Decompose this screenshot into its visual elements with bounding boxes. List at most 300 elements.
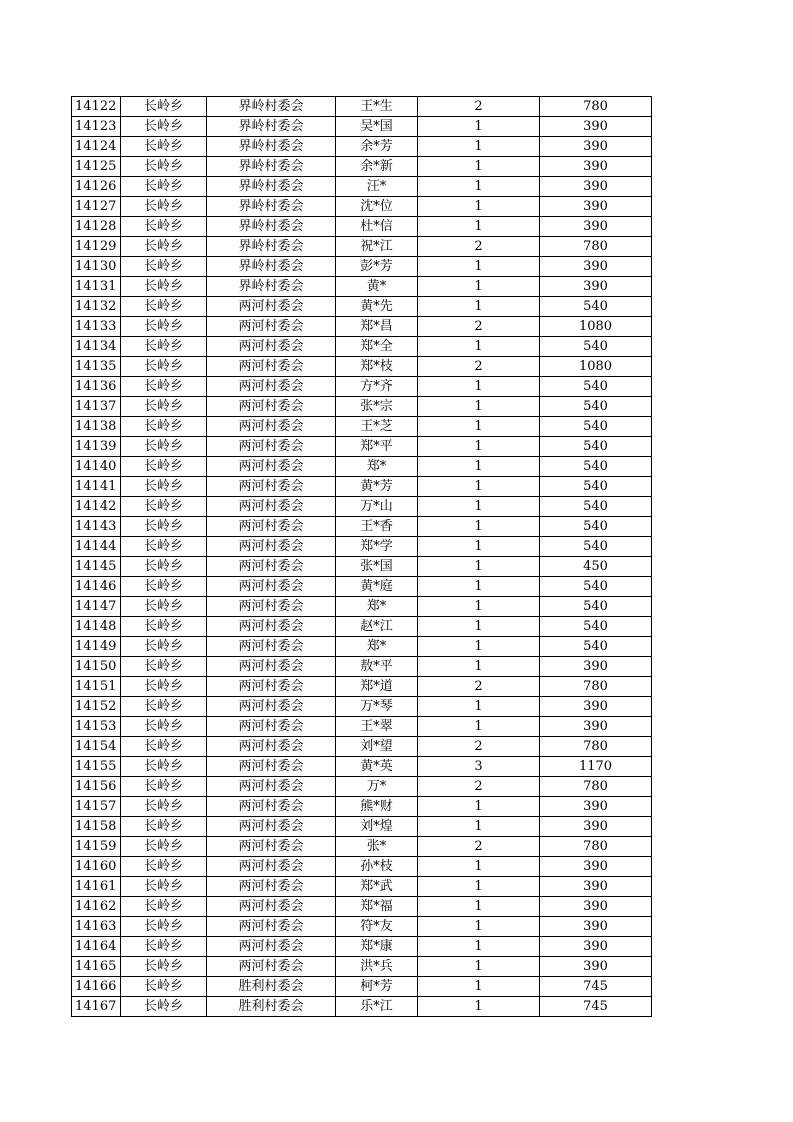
name-cell: 吴*国 xyxy=(336,117,418,137)
table-row xyxy=(72,197,652,217)
name-cell: 张*国 xyxy=(336,557,418,577)
amount-cell: 390 xyxy=(540,857,652,877)
count-cell: 2 xyxy=(418,737,540,757)
amount-cell: 540 xyxy=(540,517,652,537)
amount-cell: 390 xyxy=(540,137,652,157)
count-cell: 1 xyxy=(418,477,540,497)
village-committee-cell: 两河村委会 xyxy=(207,357,336,377)
village-committee-cell: 两河村委会 xyxy=(207,637,336,657)
township-cell: 长岭乡 xyxy=(121,197,207,217)
count-cell: 1 xyxy=(418,957,540,977)
township-cell: 长岭乡 xyxy=(121,717,207,737)
table-row xyxy=(72,837,652,857)
village-committee-cell: 两河村委会 xyxy=(207,337,336,357)
name-cell: 张*宗 xyxy=(336,397,418,417)
amount-cell: 540 xyxy=(540,597,652,617)
village-committee-cell: 界岭村委会 xyxy=(207,197,336,217)
table-row xyxy=(72,557,652,577)
count-cell: 1 xyxy=(418,897,540,917)
count-cell: 1 xyxy=(418,197,540,217)
table-row xyxy=(72,377,652,397)
village-committee-cell: 两河村委会 xyxy=(207,937,336,957)
village-committee-cell: 界岭村委会 xyxy=(207,97,336,117)
township-cell: 长岭乡 xyxy=(121,777,207,797)
township-cell: 长岭乡 xyxy=(121,437,207,457)
records-table-body xyxy=(72,97,652,1017)
table-row xyxy=(72,737,652,757)
amount-cell: 540 xyxy=(540,537,652,557)
count-cell: 1 xyxy=(418,157,540,177)
table-row xyxy=(72,457,652,477)
name-cell: 刘*望 xyxy=(336,737,418,757)
name-cell: 郑*康 xyxy=(336,937,418,957)
amount-cell: 745 xyxy=(540,997,652,1017)
name-cell: 洪*兵 xyxy=(336,957,418,977)
table-row xyxy=(72,217,652,237)
count-cell: 1 xyxy=(418,617,540,637)
record-id-cell: 14141 xyxy=(72,477,121,497)
township-cell: 长岭乡 xyxy=(121,617,207,637)
township-cell: 长岭乡 xyxy=(121,217,207,237)
name-cell: 方*齐 xyxy=(336,377,418,397)
village-committee-cell: 两河村委会 xyxy=(207,577,336,597)
township-cell: 长岭乡 xyxy=(121,577,207,597)
name-cell: 祝*江 xyxy=(336,237,418,257)
record-id-cell: 14152 xyxy=(72,697,121,717)
name-cell: 王*香 xyxy=(336,517,418,537)
township-cell: 长岭乡 xyxy=(121,657,207,677)
village-committee-cell: 两河村委会 xyxy=(207,377,336,397)
amount-cell: 1080 xyxy=(540,317,652,337)
record-id-cell: 14122 xyxy=(72,97,121,117)
name-cell: 万* xyxy=(336,777,418,797)
village-committee-cell: 两河村委会 xyxy=(207,757,336,777)
name-cell: 张* xyxy=(336,837,418,857)
township-cell: 长岭乡 xyxy=(121,497,207,517)
village-committee-cell: 界岭村委会 xyxy=(207,257,336,277)
count-cell: 1 xyxy=(418,457,540,477)
township-cell: 长岭乡 xyxy=(121,297,207,317)
village-committee-cell: 界岭村委会 xyxy=(207,117,336,137)
name-cell: 王*芝 xyxy=(336,417,418,437)
township-cell: 长岭乡 xyxy=(121,637,207,657)
record-id-cell: 14140 xyxy=(72,457,121,477)
record-id-cell: 14157 xyxy=(72,797,121,817)
record-id-cell: 14126 xyxy=(72,177,121,197)
name-cell: 郑* xyxy=(336,457,418,477)
table-row xyxy=(72,617,652,637)
record-id-cell: 14145 xyxy=(72,557,121,577)
record-id-cell: 14160 xyxy=(72,857,121,877)
township-cell: 长岭乡 xyxy=(121,137,207,157)
village-committee-cell: 界岭村委会 xyxy=(207,137,336,157)
record-id-cell: 14144 xyxy=(72,537,121,557)
amount-cell: 540 xyxy=(540,637,652,657)
count-cell: 1 xyxy=(418,257,540,277)
township-cell: 长岭乡 xyxy=(121,97,207,117)
township-cell: 长岭乡 xyxy=(121,797,207,817)
count-cell: 1 xyxy=(418,817,540,837)
amount-cell: 390 xyxy=(540,277,652,297)
village-committee-cell: 两河村委会 xyxy=(207,597,336,617)
count-cell: 2 xyxy=(418,777,540,797)
township-cell: 长岭乡 xyxy=(121,837,207,857)
amount-cell: 540 xyxy=(540,457,652,477)
township-cell: 长岭乡 xyxy=(121,877,207,897)
township-cell: 长岭乡 xyxy=(121,417,207,437)
township-cell: 长岭乡 xyxy=(121,737,207,757)
village-committee-cell: 胜利村委会 xyxy=(207,977,336,997)
count-cell: 1 xyxy=(418,717,540,737)
amount-cell: 540 xyxy=(540,397,652,417)
record-id-cell: 14153 xyxy=(72,717,121,737)
record-id-cell: 14146 xyxy=(72,577,121,597)
township-cell: 长岭乡 xyxy=(121,517,207,537)
amount-cell: 540 xyxy=(540,417,652,437)
record-id-cell: 14166 xyxy=(72,977,121,997)
village-committee-cell: 两河村委会 xyxy=(207,417,336,437)
count-cell: 1 xyxy=(418,117,540,137)
name-cell: 王*生 xyxy=(336,97,418,117)
record-id-cell: 14159 xyxy=(72,837,121,857)
name-cell: 郑*枝 xyxy=(336,357,418,377)
name-cell: 黄*先 xyxy=(336,297,418,317)
record-id-cell: 14137 xyxy=(72,397,121,417)
count-cell: 1 xyxy=(418,557,540,577)
table-row xyxy=(72,137,652,157)
village-committee-cell: 两河村委会 xyxy=(207,817,336,837)
amount-cell: 450 xyxy=(540,557,652,577)
table-row xyxy=(72,697,652,717)
name-cell: 郑*武 xyxy=(336,877,418,897)
township-cell: 长岭乡 xyxy=(121,557,207,577)
record-id-cell: 14165 xyxy=(72,957,121,977)
village-committee-cell: 两河村委会 xyxy=(207,857,336,877)
name-cell: 熊*财 xyxy=(336,797,418,817)
township-cell: 长岭乡 xyxy=(121,857,207,877)
name-cell: 郑*福 xyxy=(336,897,418,917)
record-id-cell: 14142 xyxy=(72,497,121,517)
name-cell: 彭*芳 xyxy=(336,257,418,277)
name-cell: 王*翠 xyxy=(336,717,418,737)
village-committee-cell: 两河村委会 xyxy=(207,477,336,497)
name-cell: 孙*枝 xyxy=(336,857,418,877)
village-committee-cell: 两河村委会 xyxy=(207,697,336,717)
village-committee-cell: 两河村委会 xyxy=(207,957,336,977)
name-cell: 赵*江 xyxy=(336,617,418,637)
amount-cell: 390 xyxy=(540,117,652,137)
table-row xyxy=(72,517,652,537)
amount-cell: 540 xyxy=(540,437,652,457)
count-cell: 2 xyxy=(418,97,540,117)
count-cell: 1 xyxy=(418,857,540,877)
township-cell: 长岭乡 xyxy=(121,937,207,957)
village-committee-cell: 两河村委会 xyxy=(207,837,336,857)
record-id-cell: 14149 xyxy=(72,637,121,657)
township-cell: 长岭乡 xyxy=(121,357,207,377)
amount-cell: 390 xyxy=(540,797,652,817)
record-id-cell: 14161 xyxy=(72,877,121,897)
name-cell: 杜*信 xyxy=(336,217,418,237)
township-cell: 长岭乡 xyxy=(121,817,207,837)
amount-cell: 390 xyxy=(540,157,652,177)
village-committee-cell: 界岭村委会 xyxy=(207,237,336,257)
name-cell: 郑*学 xyxy=(336,537,418,557)
table-row xyxy=(72,937,652,957)
village-committee-cell: 界岭村委会 xyxy=(207,217,336,237)
township-cell: 长岭乡 xyxy=(121,397,207,417)
table-row xyxy=(72,117,652,137)
amount-cell: 390 xyxy=(540,817,652,837)
village-committee-cell: 两河村委会 xyxy=(207,317,336,337)
count-cell: 3 xyxy=(418,757,540,777)
record-id-cell: 14156 xyxy=(72,777,121,797)
table-row xyxy=(72,337,652,357)
count-cell: 2 xyxy=(418,317,540,337)
table-row xyxy=(72,777,652,797)
count-cell: 2 xyxy=(418,237,540,257)
count-cell: 1 xyxy=(418,977,540,997)
record-id-cell: 14158 xyxy=(72,817,121,837)
amount-cell: 390 xyxy=(540,957,652,977)
township-cell: 长岭乡 xyxy=(121,177,207,197)
township-cell: 长岭乡 xyxy=(121,537,207,557)
record-id-cell: 14138 xyxy=(72,417,121,437)
name-cell: 余*新 xyxy=(336,157,418,177)
record-id-cell: 14125 xyxy=(72,157,121,177)
name-cell: 汪* xyxy=(336,177,418,197)
table-row xyxy=(72,917,652,937)
amount-cell: 540 xyxy=(540,617,652,637)
count-cell: 1 xyxy=(418,937,540,957)
count-cell: 1 xyxy=(418,437,540,457)
village-committee-cell: 两河村委会 xyxy=(207,737,336,757)
count-cell: 1 xyxy=(418,997,540,1017)
township-cell: 长岭乡 xyxy=(121,957,207,977)
amount-cell: 390 xyxy=(540,897,652,917)
table-row xyxy=(72,277,652,297)
name-cell: 沈*位 xyxy=(336,197,418,217)
township-cell: 长岭乡 xyxy=(121,917,207,937)
record-id-cell: 14132 xyxy=(72,297,121,317)
table-row xyxy=(72,317,652,337)
amount-cell: 540 xyxy=(540,497,652,517)
table-row xyxy=(72,637,652,657)
amount-cell: 780 xyxy=(540,97,652,117)
table-row xyxy=(72,97,652,117)
name-cell: 黄*庭 xyxy=(336,577,418,597)
name-cell: 敖*平 xyxy=(336,657,418,677)
village-committee-cell: 两河村委会 xyxy=(207,657,336,677)
amount-cell: 390 xyxy=(540,657,652,677)
amount-cell: 1170 xyxy=(540,757,652,777)
amount-cell: 540 xyxy=(540,297,652,317)
village-committee-cell: 两河村委会 xyxy=(207,717,336,737)
record-id-cell: 14143 xyxy=(72,517,121,537)
count-cell: 1 xyxy=(418,337,540,357)
name-cell: 万*琴 xyxy=(336,697,418,717)
village-committee-cell: 胜利村委会 xyxy=(207,997,336,1017)
count-cell: 1 xyxy=(418,917,540,937)
amount-cell: 540 xyxy=(540,477,652,497)
amount-cell: 390 xyxy=(540,917,652,937)
table-row xyxy=(72,257,652,277)
record-id-cell: 14163 xyxy=(72,917,121,937)
count-cell: 1 xyxy=(418,417,540,437)
record-id-cell: 14155 xyxy=(72,757,121,777)
name-cell: 郑*昌 xyxy=(336,317,418,337)
record-id-cell: 14154 xyxy=(72,737,121,757)
village-committee-cell: 两河村委会 xyxy=(207,557,336,577)
township-cell: 长岭乡 xyxy=(121,677,207,697)
village-committee-cell: 两河村委会 xyxy=(207,797,336,817)
count-cell: 1 xyxy=(418,697,540,717)
record-id-cell: 14164 xyxy=(72,937,121,957)
record-id-cell: 14127 xyxy=(72,197,121,217)
name-cell: 符*友 xyxy=(336,917,418,937)
township-cell: 长岭乡 xyxy=(121,237,207,257)
amount-cell: 780 xyxy=(540,837,652,857)
count-cell: 1 xyxy=(418,877,540,897)
township-cell: 长岭乡 xyxy=(121,257,207,277)
record-id-cell: 14150 xyxy=(72,657,121,677)
table-row xyxy=(72,537,652,557)
amount-cell: 390 xyxy=(540,177,652,197)
record-id-cell: 14147 xyxy=(72,597,121,617)
village-committee-cell: 两河村委会 xyxy=(207,677,336,697)
record-id-cell: 14124 xyxy=(72,137,121,157)
name-cell: 郑*道 xyxy=(336,677,418,697)
amount-cell: 780 xyxy=(540,677,652,697)
amount-cell: 780 xyxy=(540,737,652,757)
amount-cell: 390 xyxy=(540,937,652,957)
count-cell: 1 xyxy=(418,517,540,537)
record-id-cell: 14134 xyxy=(72,337,121,357)
table-row xyxy=(72,437,652,457)
amount-cell: 390 xyxy=(540,217,652,237)
name-cell: 郑*平 xyxy=(336,437,418,457)
record-id-cell: 14136 xyxy=(72,377,121,397)
township-cell: 长岭乡 xyxy=(121,157,207,177)
count-cell: 2 xyxy=(418,357,540,377)
name-cell: 乐*江 xyxy=(336,997,418,1017)
count-cell: 1 xyxy=(418,537,540,557)
village-committee-cell: 界岭村委会 xyxy=(207,177,336,197)
table-row xyxy=(72,857,652,877)
record-id-cell: 14129 xyxy=(72,237,121,257)
count-cell: 1 xyxy=(418,377,540,397)
record-id-cell: 14167 xyxy=(72,997,121,1017)
amount-cell: 780 xyxy=(540,777,652,797)
amount-cell: 390 xyxy=(540,197,652,217)
township-cell: 长岭乡 xyxy=(121,457,207,477)
table-row xyxy=(72,897,652,917)
count-cell: 1 xyxy=(418,577,540,597)
amount-cell: 390 xyxy=(540,257,652,277)
village-committee-cell: 两河村委会 xyxy=(207,897,336,917)
table-row xyxy=(72,877,652,897)
village-committee-cell: 两河村委会 xyxy=(207,397,336,417)
name-cell: 刘*煌 xyxy=(336,817,418,837)
table-row xyxy=(72,677,652,697)
amount-cell: 780 xyxy=(540,237,652,257)
township-cell: 长岭乡 xyxy=(121,757,207,777)
table-row xyxy=(72,997,652,1017)
table-row xyxy=(72,177,652,197)
table-row xyxy=(72,357,652,377)
village-committee-cell: 两河村委会 xyxy=(207,517,336,537)
record-id-cell: 14130 xyxy=(72,257,121,277)
name-cell: 黄*英 xyxy=(336,757,418,777)
village-committee-cell: 界岭村委会 xyxy=(207,157,336,177)
village-committee-cell: 两河村委会 xyxy=(207,497,336,517)
township-cell: 长岭乡 xyxy=(121,697,207,717)
count-cell: 1 xyxy=(418,657,540,677)
table-row xyxy=(72,597,652,617)
table-row xyxy=(72,397,652,417)
record-id-cell: 14139 xyxy=(72,437,121,457)
name-cell: 郑*全 xyxy=(336,337,418,357)
township-cell: 长岭乡 xyxy=(121,477,207,497)
name-cell: 万*山 xyxy=(336,497,418,517)
name-cell: 柯*芳 xyxy=(336,977,418,997)
record-id-cell: 14131 xyxy=(72,277,121,297)
table-row xyxy=(72,817,652,837)
name-cell: 郑* xyxy=(336,637,418,657)
amount-cell: 745 xyxy=(540,977,652,997)
township-cell: 长岭乡 xyxy=(121,597,207,617)
village-committee-cell: 两河村委会 xyxy=(207,537,336,557)
record-id-cell: 14148 xyxy=(72,617,121,637)
table-row xyxy=(72,577,652,597)
township-cell: 长岭乡 xyxy=(121,317,207,337)
amount-cell: 540 xyxy=(540,577,652,597)
table-row xyxy=(72,757,652,777)
records-table xyxy=(71,96,652,1017)
amount-cell: 390 xyxy=(540,717,652,737)
table-row xyxy=(72,717,652,737)
amount-cell: 1080 xyxy=(540,357,652,377)
record-id-cell: 14128 xyxy=(72,217,121,237)
table-row xyxy=(72,657,652,677)
township-cell: 长岭乡 xyxy=(121,277,207,297)
table-row xyxy=(72,297,652,317)
table-row xyxy=(72,497,652,517)
count-cell: 1 xyxy=(418,637,540,657)
record-id-cell: 14162 xyxy=(72,897,121,917)
village-committee-cell: 两河村委会 xyxy=(207,437,336,457)
amount-cell: 540 xyxy=(540,377,652,397)
count-cell: 1 xyxy=(418,497,540,517)
count-cell: 1 xyxy=(418,297,540,317)
township-cell: 长岭乡 xyxy=(121,977,207,997)
table-row xyxy=(72,797,652,817)
table-row xyxy=(72,957,652,977)
village-committee-cell: 两河村委会 xyxy=(207,877,336,897)
amount-cell: 540 xyxy=(540,337,652,357)
table-row xyxy=(72,477,652,497)
table-row xyxy=(72,237,652,257)
village-committee-cell: 两河村委会 xyxy=(207,457,336,477)
amount-cell: 390 xyxy=(540,697,652,717)
count-cell: 1 xyxy=(418,177,540,197)
table-row xyxy=(72,417,652,437)
village-committee-cell: 两河村委会 xyxy=(207,777,336,797)
count-cell: 1 xyxy=(418,397,540,417)
township-cell: 长岭乡 xyxy=(121,337,207,357)
township-cell: 长岭乡 xyxy=(121,897,207,917)
record-id-cell: 14123 xyxy=(72,117,121,137)
